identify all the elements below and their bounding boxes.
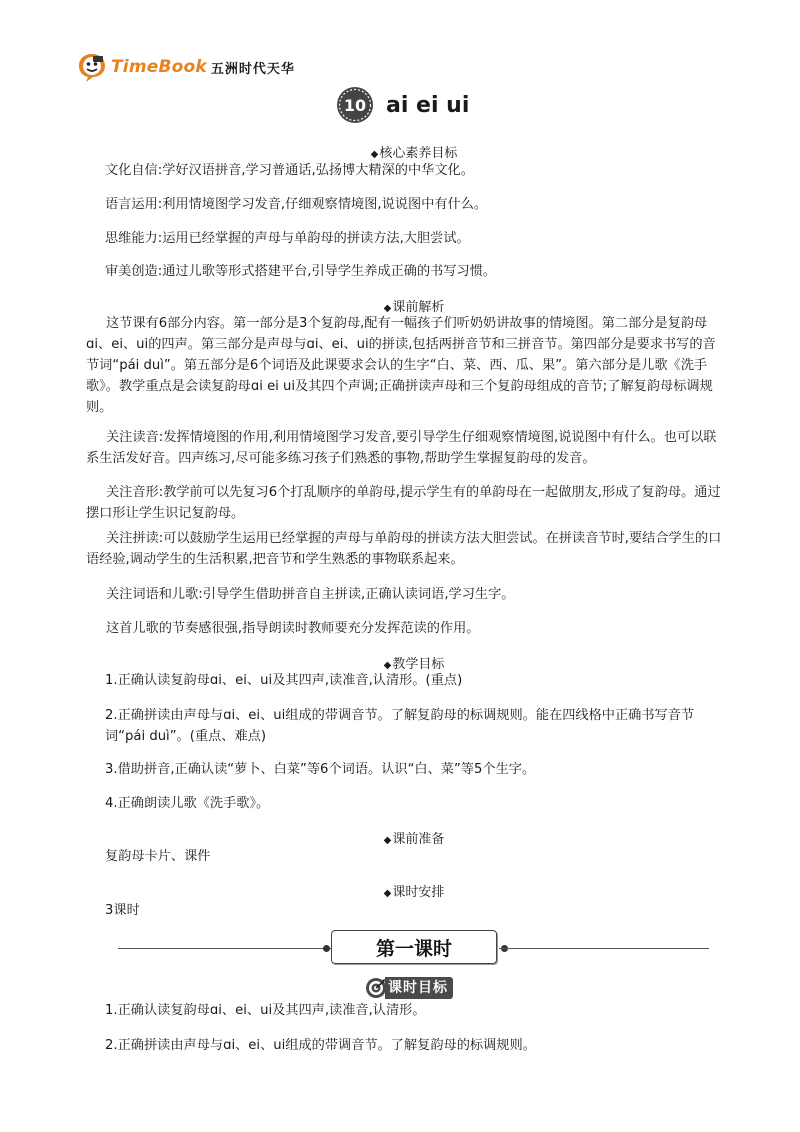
diamond-bullet-icon: ◆ [383, 303, 392, 314]
teaching-goal-item: 2.正确拼读由声母与ɑi、ei、ui组成的带调音节。了解复韵母的标调规则。能在四线格中正确书写音节词“pái duì”。(重点、难点) [105, 708, 695, 744]
period-goals-label: 课时目标 [385, 977, 453, 999]
prep-text: 复韵母卡片、课件 [105, 849, 211, 864]
analysis-paragraph: 这节课有6部分内容。第一部分是3个复韵母,配有一幅孩子们听奶奶讲故事的情境图。第二部分是复韵母ɑi、ei、ui的四声。第三部分是声母与ɑi、ei、ui的拼读,包括两拼音节和三拼音节。第四部分是要求书写的音节词“pái duì”。第五部分是6个词语及此课要求会认的生字“白、菜、西、瓜、果”。第六部分是儿歌《洗手歌》。教学重点是会读复韵母ɑi ei ui及其四个声调;正确拼读声母和三个复韵母组成的音节;了解复韵母标调规则。 [86, 316, 716, 415]
brand-name: TimeBook [111, 57, 207, 77]
core-goal-item: 审美创造:通过儿歌等形式搭建平台,引导学生养成正确的书写习惯。 [105, 264, 497, 279]
scalloped-circle-icon [336, 86, 374, 124]
diamond-bullet-icon: ◆ [370, 149, 379, 160]
schedule-text: 3课时 [105, 903, 140, 918]
analysis-paragraph: 关注拼读:可以鼓励学生运用已经掌握的声母与单韵母的拼读方法大胆尝试。在拼读音节时,要结合学生的口语经验,调动学生的生活积累,把音节和学生熟悉的事物联系起来。 [86, 531, 722, 567]
period-goal-item: 2.正确拼读由声母与ɑi、ei、ui组成的带调音节。了解复韵母的标调规则。 [105, 1038, 536, 1053]
lesson-title [336, 85, 469, 125]
section-heading-core-goals [0, 142, 800, 161]
core-goal-item: 思维能力:运用已经掌握的声母与单韵母的拼读方法,大胆尝试。 [105, 231, 470, 246]
section-heading-text: 教学目标 [392, 657, 445, 672]
brand-name-cn: 五洲时代天华 [210, 61, 295, 77]
analysis-paragraph: 关注音形:教学前可以先复习6个打乱顺序的单韵母,提示学生有的单韵母在一起做朋友,形成了复韵母。通过摆口形让学生识记复韵母。 [86, 485, 721, 521]
teaching-goal-item: 3.借助拼音,正确认读“萝卜、白菜”等6个词语。认识“白、菜”等5个生字。 [105, 762, 536, 777]
period-title: 第一课时 [331, 930, 497, 964]
diamond-bullet-icon: ◆ [383, 888, 392, 899]
section-heading-text: 核心素养目标 [379, 146, 458, 161]
analysis-paragraph: 这首儿歌的节奏感很强,指导朗读时教师要充分发挥范读的作用。 [106, 621, 480, 636]
diamond-bullet-icon: ◆ [383, 660, 392, 671]
analysis-paragraph: 关注读音:发挥情境图的作用,利用情境图学习发音,要引导学生仔细观察情境图,说说图中有什么。也可以联系生活发好音。四声练习,尽可能多练习孩子们熟悉的事物,帮助学生掌握复韵母的发音。 [86, 430, 717, 466]
core-goal-item: 文化自信:学好汉语拼音,学习普通话,弘扬博大精深的中华文化。 [105, 163, 474, 178]
lesson-number: 10 [343, 96, 367, 115]
divider-line-right [499, 948, 709, 949]
publisher-logo [76, 50, 295, 84]
teaching-goal-item: 1.正确认读复韵母ɑi、ei、ui及其四声,读准音,认清形。(重点) [105, 673, 463, 688]
target-icon [365, 977, 387, 999]
section-heading-text: 课前准备 [392, 832, 445, 847]
section-heading-prep [0, 828, 800, 847]
period-goals-badge [365, 976, 453, 1000]
divider-dot-icon [322, 944, 331, 953]
analysis-paragraph: 关注词语和儿歌:引导学生借助拼音自主拼读,正确认读词语,学习生字。 [106, 587, 515, 602]
chat-bubble-logo-icon [76, 51, 108, 83]
teaching-goal-item: 4.正确朗读儿歌《洗手歌》。 [105, 796, 270, 811]
section-heading-text: 课时安排 [392, 885, 445, 900]
lesson-name: ai ei ui [386, 92, 470, 118]
divider-line-left [118, 948, 331, 949]
diamond-bullet-icon: ◆ [383, 835, 392, 846]
section-heading-text: 课前解析 [392, 300, 445, 315]
period-goal-item: 1.正确认读复韵母ɑi、ei、ui及其四声,读准音,认清形。 [105, 1003, 426, 1018]
core-goal-item: 语言运用:利用情境图学习发音,仔细观察情境图,说说图中有什么。 [105, 197, 488, 212]
section-heading-schedule [0, 881, 800, 900]
